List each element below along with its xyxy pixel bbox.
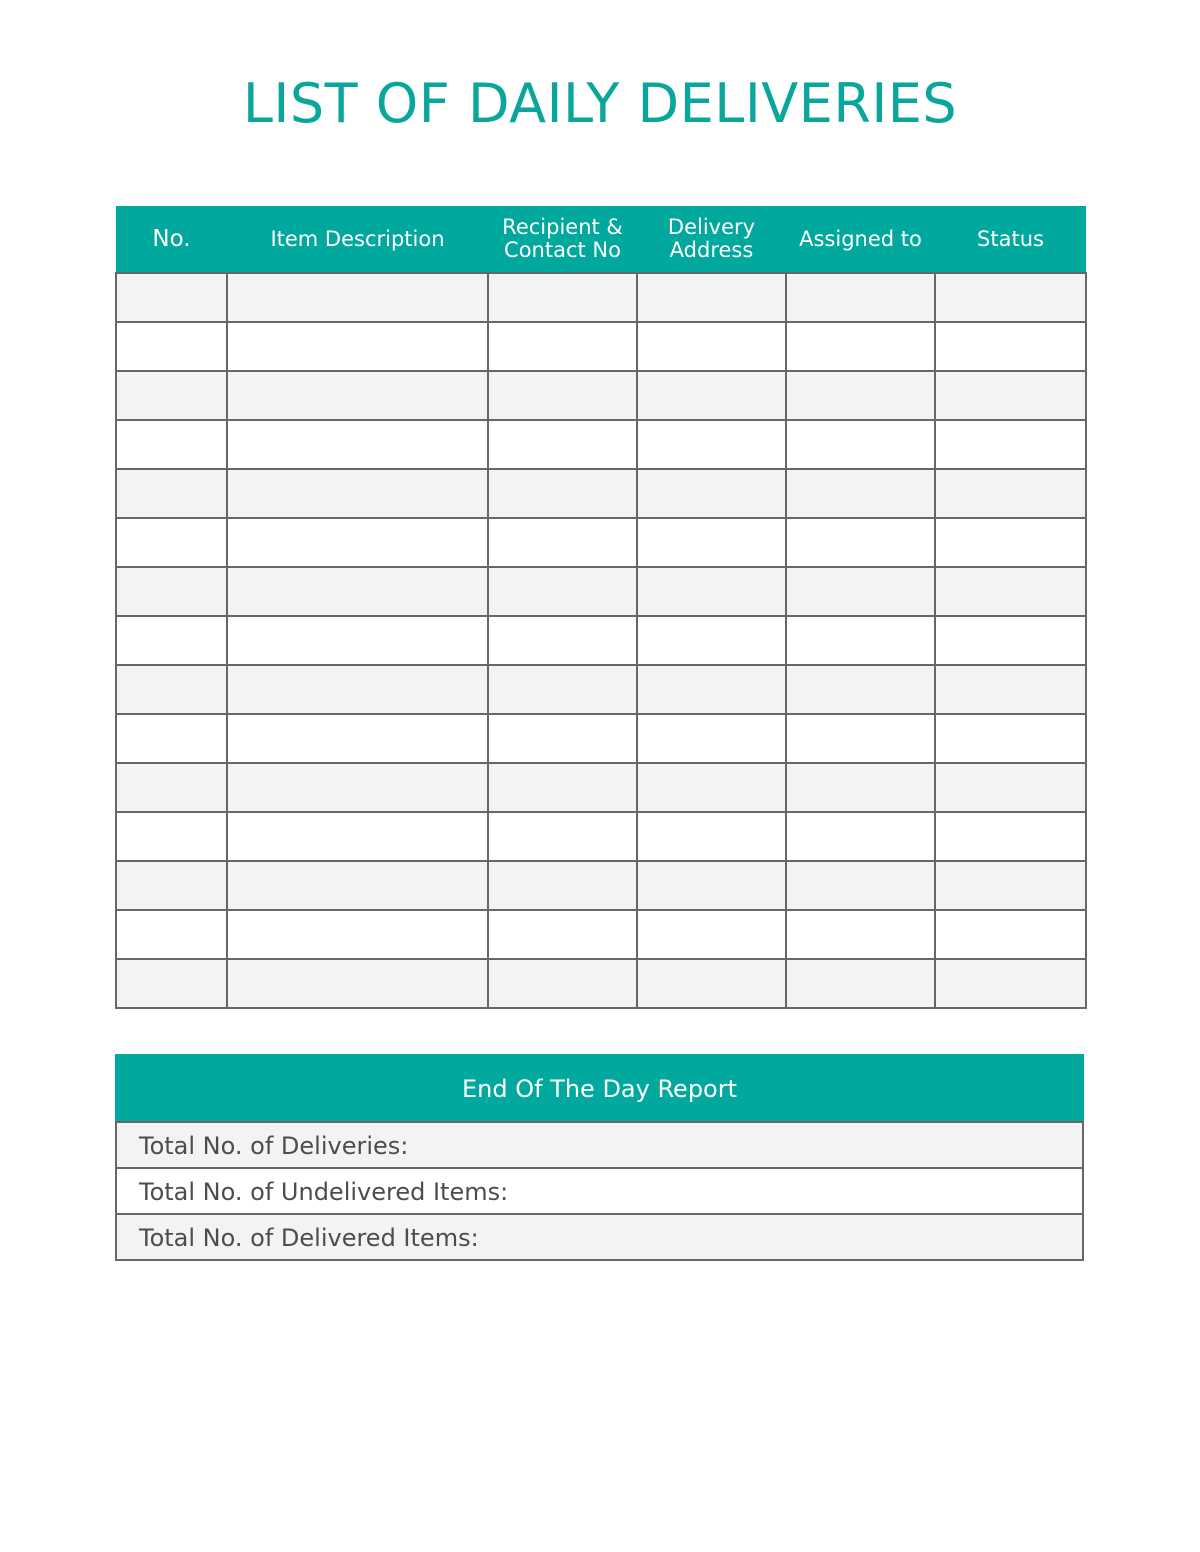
cell-no[interactable] (116, 273, 227, 322)
cell-assigned-to[interactable] (786, 959, 935, 1008)
cell-no[interactable] (116, 322, 227, 371)
cell-status[interactable] (935, 469, 1086, 518)
cell-delivery-address[interactable] (637, 861, 786, 910)
column-header-item-description (227, 206, 488, 273)
cell-item-description[interactable] (227, 714, 488, 763)
cell-item-description[interactable] (227, 469, 488, 518)
cell-no[interactable] (116, 910, 227, 959)
table-row (116, 371, 1086, 420)
cell-recipient-contact[interactable] (488, 959, 637, 1008)
cell-recipient-contact[interactable] (488, 518, 637, 567)
cell-delivery-address[interactable] (637, 322, 786, 371)
cell-delivery-address[interactable] (637, 616, 786, 665)
cell-delivery-address[interactable] (637, 371, 786, 420)
cell-item-description[interactable] (227, 959, 488, 1008)
cell-item-description[interactable] (227, 322, 488, 371)
cell-status[interactable] (935, 518, 1086, 567)
cell-no[interactable] (116, 812, 227, 861)
table-row (116, 665, 1086, 714)
cell-no[interactable] (116, 665, 227, 714)
cell-delivery-address[interactable] (637, 910, 786, 959)
cell-assigned-to[interactable] (786, 910, 935, 959)
cell-delivery-address[interactable] (637, 812, 786, 861)
cell-recipient-contact[interactable] (488, 861, 637, 910)
cell-status[interactable] (935, 273, 1086, 322)
cell-assigned-to[interactable] (786, 322, 935, 371)
cell-status[interactable] (935, 322, 1086, 371)
cell-no[interactable] (116, 567, 227, 616)
report-header: End Of The Day Report (115, 1054, 1084, 1121)
cell-assigned-to[interactable] (786, 616, 935, 665)
cell-item-description[interactable] (227, 420, 488, 469)
table-row (116, 616, 1086, 665)
table-row (116, 322, 1086, 371)
report-row-total-undelivered: Total No. of Undelivered Items: (115, 1169, 1084, 1215)
cell-no[interactable] (116, 861, 227, 910)
table-row (116, 763, 1086, 812)
cell-item-description[interactable] (227, 812, 488, 861)
cell-assigned-to[interactable] (786, 518, 935, 567)
column-header-no (116, 206, 227, 273)
cell-delivery-address[interactable] (637, 518, 786, 567)
cell-no[interactable] (116, 959, 227, 1008)
table-row (116, 420, 1086, 469)
cell-recipient-contact[interactable] (488, 763, 637, 812)
column-header-label: Item Description (270, 226, 445, 251)
cell-delivery-address[interactable] (637, 714, 786, 763)
cell-status[interactable] (935, 567, 1086, 616)
cell-item-description[interactable] (227, 861, 488, 910)
cell-item-description[interactable] (227, 371, 488, 420)
column-header-assigned-to (786, 206, 935, 273)
table-row (116, 469, 1086, 518)
cell-assigned-to[interactable] (786, 420, 935, 469)
cell-recipient-contact[interactable] (488, 714, 637, 763)
column-header-label-line2: Address (669, 238, 754, 262)
table-row (116, 812, 1086, 861)
column-header-status (935, 206, 1086, 273)
cell-recipient-contact[interactable] (488, 812, 637, 861)
end-of-day-report (115, 1054, 1084, 1261)
page-title: LIST OF DAILY DELIVERIES (242, 72, 958, 135)
cell-item-description[interactable] (227, 518, 488, 567)
report-row-total-delivered: Total No. of Delivered Items: (115, 1215, 1084, 1261)
table-body (116, 273, 1086, 1008)
cell-status[interactable] (935, 812, 1086, 861)
cell-item-description[interactable] (227, 763, 488, 812)
cell-delivery-address[interactable] (637, 665, 786, 714)
cell-delivery-address[interactable] (637, 469, 786, 518)
table-row (116, 910, 1086, 959)
cell-no[interactable] (116, 763, 227, 812)
table-row (116, 567, 1086, 616)
cell-item-description[interactable] (227, 273, 488, 322)
table-row (116, 959, 1086, 1008)
cell-no[interactable] (116, 469, 227, 518)
cell-assigned-to[interactable] (786, 763, 935, 812)
cell-recipient-contact[interactable] (488, 420, 637, 469)
cell-status[interactable] (935, 371, 1086, 420)
cell-item-description[interactable] (227, 567, 488, 616)
deliveries-table (115, 206, 1087, 1009)
table-row (116, 714, 1086, 763)
cell-recipient-contact[interactable] (488, 910, 637, 959)
table-row (116, 518, 1086, 567)
cell-status[interactable] (935, 714, 1086, 763)
cell-delivery-address[interactable] (637, 567, 786, 616)
cell-assigned-to[interactable] (786, 567, 935, 616)
cell-status[interactable] (935, 763, 1086, 812)
column-header-delivery-address (637, 206, 786, 273)
column-header-recipient-contact (488, 206, 637, 273)
column-header-label: Delivery (667, 215, 756, 239)
cell-status[interactable] (935, 420, 1086, 469)
table-row (116, 861, 1086, 910)
cell-assigned-to[interactable] (786, 714, 935, 763)
column-header-label-line2: Contact No (504, 238, 621, 262)
cell-item-description[interactable] (227, 616, 488, 665)
cell-recipient-contact[interactable] (488, 567, 637, 616)
cell-recipient-contact[interactable] (488, 273, 637, 322)
cell-delivery-address[interactable] (637, 273, 786, 322)
cell-recipient-contact[interactable] (488, 469, 637, 518)
cell-no[interactable] (116, 420, 227, 469)
cell-no[interactable] (116, 714, 227, 763)
cell-delivery-address[interactable] (637, 959, 786, 1008)
cell-status[interactable] (935, 959, 1086, 1008)
column-header-label: Status (977, 226, 1044, 251)
cell-item-description[interactable] (227, 910, 488, 959)
cell-assigned-to[interactable] (786, 861, 935, 910)
column-header-label: Assigned to (799, 226, 922, 251)
cell-assigned-to[interactable] (786, 273, 935, 322)
cell-delivery-address[interactable] (637, 763, 786, 812)
cell-no[interactable] (116, 371, 227, 420)
cell-status[interactable] (935, 910, 1086, 959)
cell-assigned-to[interactable] (786, 469, 935, 518)
cell-assigned-to[interactable] (786, 665, 935, 714)
cell-status[interactable] (935, 665, 1086, 714)
cell-no[interactable] (116, 518, 227, 567)
cell-recipient-contact[interactable] (488, 371, 637, 420)
table-header-row (116, 206, 1086, 273)
cell-status[interactable] (935, 616, 1086, 665)
column-header-label: Recipient & (502, 215, 623, 239)
cell-no[interactable] (116, 616, 227, 665)
cell-recipient-contact[interactable] (488, 616, 637, 665)
cell-assigned-to[interactable] (786, 812, 935, 861)
column-header-label: No. (152, 225, 191, 252)
report-row-total-deliveries: Total No. of Deliveries: (115, 1121, 1084, 1169)
cell-recipient-contact[interactable] (488, 322, 637, 371)
cell-delivery-address[interactable] (637, 420, 786, 469)
cell-status[interactable] (935, 861, 1086, 910)
cell-recipient-contact[interactable] (488, 665, 637, 714)
cell-item-description[interactable] (227, 665, 488, 714)
cell-assigned-to[interactable] (786, 371, 935, 420)
table-row (116, 273, 1086, 322)
